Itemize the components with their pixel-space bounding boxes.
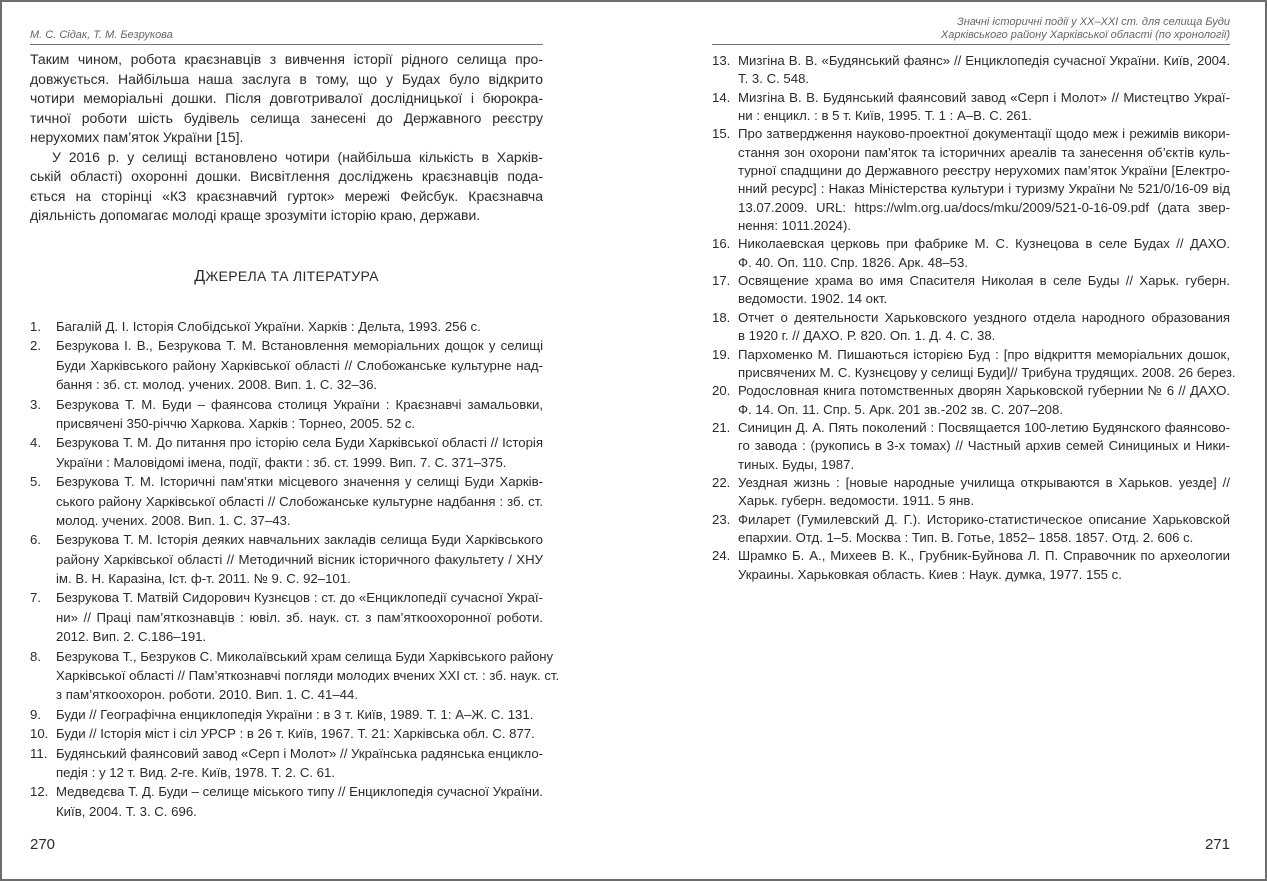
reference-line: Безрукова Т. М. До питання про історію села Буди Харківської області // Історія	[56, 435, 543, 451]
reference-line: Освящение храма во имя Спасителя Николая в селе Буды // Харьк. губерн.	[738, 273, 1230, 289]
reference-item	[30, 705, 543, 724]
reference-item	[30, 395, 543, 434]
reference-text	[738, 474, 1230, 511]
reference-number: 1.	[30, 319, 41, 334]
reference-number: 23.	[712, 511, 731, 527]
text-line: діяльність допомагає молоді краще зрозуміти історію краю, держави.	[30, 207, 481, 223]
page-number: 271	[1204, 836, 1230, 853]
reference-number: 20.	[712, 383, 731, 399]
reference-list	[712, 52, 1236, 584]
reference-item	[30, 336, 543, 394]
reference-number: 16.	[712, 236, 731, 252]
reference-item	[30, 472, 543, 530]
running-head-line-1: Значні історичні події у ХХ–ХХІ ст. для селища Буди	[956, 16, 1230, 28]
running-head-line-2: Харківського району Харківської області (по хронології)	[940, 29, 1230, 41]
reference-item	[30, 647, 560, 705]
reference-item	[30, 744, 543, 783]
reference-line: Київ, 2004. Т. 3. С. 696.	[56, 803, 197, 819]
reference-line: Про затвердження науково-проектної документації щодо меж і режимів викори-	[738, 126, 1230, 142]
paragraph	[30, 148, 543, 226]
reference-text	[56, 744, 543, 783]
reference-line: Пархоменко М. Пишаються історією Буд : [про відкриття меморіальних дошок,	[738, 346, 1230, 362]
reference-line: Безрукова Т. М. Історія деяких навчальних закладів селища Буди Харківського	[56, 532, 543, 548]
reference-text	[738, 309, 1230, 346]
reference-line: Медведєва Т. Д. Буди – селище міського типу // Енциклопедія сучасної України.	[56, 784, 543, 800]
reference-line: Шрамко Б. А., Михеев В. К., Грубник-Буйнова Л. П. Справочник по археологии	[738, 548, 1230, 564]
reference-text	[56, 782, 543, 821]
reference-line: стання зон охорони пам’яток та історичних ареалів та занесення об’єктів куль-	[738, 144, 1230, 160]
reference-item	[30, 782, 543, 821]
reference-line: Филарет (Гумилевский Д. Г.). Историко-статистическое описание Харьковской	[738, 511, 1230, 527]
reference-item	[712, 89, 1230, 126]
reference-line: Харьк. губерн. ведомости. 1911. 5 янв.	[738, 493, 975, 509]
reference-line: Буди Харківського району Харківської області // Слобожанське культурне над-	[56, 357, 543, 373]
reference-line: Безрукова Т. М. Історичні пам’ятки місцевого значення у селищі Буди Харків-	[56, 474, 543, 490]
text-line: У 2016 р. у селищі встановлено чотири (найбільша кількість в Харків-	[52, 148, 543, 165]
reference-line: нний ресурс] : Наказ Міністерства культури і туризму України № 521/0/16-09 від	[738, 181, 1230, 197]
reference-item	[712, 419, 1230, 474]
reference-number: 22.	[712, 474, 731, 490]
reference-item	[30, 724, 543, 743]
reference-line: України : Маловідомі імена, події, факти : зб. ст. 1999. Вип. 7. С. 371–375.	[56, 454, 507, 470]
section-heading	[30, 268, 543, 286]
header-rule	[30, 44, 543, 45]
reference-line: Родословная книга потомственных дворян Харьковской губернии № 6 // ДАХО.	[738, 383, 1230, 399]
text-line: нерухомих пам’яток України [15].	[30, 129, 244, 145]
reference-item	[30, 530, 543, 588]
reference-number: 9.	[30, 706, 41, 722]
reference-line: Мизгіна В. В. Будянський фаянсовий завод «Серп і Молот» // Мистецтво Украї-	[738, 89, 1230, 105]
reference-number: 5.	[30, 474, 41, 490]
reference-number: 17.	[712, 273, 731, 289]
reference-text	[56, 472, 543, 530]
reference-number: 21.	[712, 419, 731, 435]
reference-number: 2.	[30, 338, 41, 354]
reference-line: присвячені 350-річчю Харкова. Харків : Торнео, 2005. 52 с.	[56, 415, 416, 431]
reference-number: 11.	[30, 745, 48, 761]
reference-line: Украины. Харьковкая область. Киев : Наук. думка, 1977. 155 с.	[738, 566, 1122, 582]
text-line: довжується. Найбільша наша заслуга в тому, що у Будах було відкрито	[30, 70, 543, 87]
reference-line: ім. В. Н. Каразіна, Іст. ф-т. 2011. № 9. С. 92–101.	[56, 571, 351, 587]
reference-item	[712, 474, 1230, 511]
heading-initial: Д	[194, 268, 206, 285]
reference-text	[738, 235, 1230, 272]
reference-text	[56, 705, 543, 724]
reference-line: 13.07.2009. URL: https://wlm.org.ua/docs/mku/2009/521-0-16-09.pdf (дата звер-	[738, 199, 1230, 215]
reference-item	[712, 346, 1236, 383]
reference-text	[738, 272, 1230, 309]
reference-text	[56, 395, 543, 434]
reference-line: Буди // Географічна енциклопедія України : в 3 т. Київ, 1989. Т. 1: А–Ж. С. 131.	[56, 706, 534, 722]
reference-line: Мизгіна В. В. «Будянський фаянс» // Енциклопедія сучасної України. Київ, 2004.	[738, 53, 1230, 68]
reference-text	[56, 724, 543, 743]
reference-text	[56, 317, 543, 336]
reference-line: нення: 1011.2024).	[738, 218, 852, 234]
reference-line: турної спадщини до Державного реєстру нерухомих пам’яток України [Електро-	[738, 163, 1230, 179]
reference-item	[712, 547, 1230, 584]
reference-line: Отчет о деятельности Харьковского уездного отдела народного образования	[738, 309, 1230, 325]
reference-number: 6.	[30, 532, 41, 548]
reference-number: 10.	[30, 726, 49, 742]
reference-item	[30, 317, 543, 336]
running-head-title	[941, 16, 1230, 42]
paragraph	[30, 50, 543, 148]
reference-line: педія : у 12 т. Вид. 2-ге. Київ, 1978. Т. 2. С. 61.	[56, 764, 336, 780]
reference-number: 8.	[30, 648, 41, 664]
text-line: ється на сторінці «КЗ краєзнавчий гурток» мережі Фейсбук. Краєзнавча	[30, 187, 543, 204]
reference-line: Харківської області // Пам’яткознавчі погляди молодих вчених ХХІ ст. : зб. наук. ст.	[56, 668, 560, 684]
reference-number: 18.	[712, 309, 731, 325]
reference-line: Т. 3. С. 548.	[738, 71, 810, 87]
reference-item	[712, 235, 1230, 272]
reference-number: 3.	[30, 396, 41, 412]
reference-text	[56, 647, 560, 705]
reference-item	[712, 309, 1230, 346]
text-line: ській області) охоронні дошки. Висвітлення досліджень краєзнавців пода-	[30, 168, 543, 184]
reference-text	[738, 125, 1230, 235]
running-head-authors: М. С. Сідак, Т. М. Безрукова	[30, 29, 173, 41]
reference-line: Синицин Д. А. Пять поколений : Посвящается 100-летию Будянского фаянсово-	[738, 419, 1230, 435]
reference-text	[738, 511, 1230, 548]
reference-number: 13.	[712, 53, 731, 68]
reference-item	[712, 511, 1230, 548]
reference-text	[56, 336, 543, 394]
reference-text	[738, 89, 1230, 126]
reference-item	[712, 52, 1230, 89]
reference-line: Николаевская церковь при фабрике М. С. Кузнецова в селе Будах // ДАХО.	[738, 236, 1230, 252]
reference-line: з пам’яткоохорон. роботи. 2010. Вип. 1. С. 41–44.	[56, 687, 359, 703]
reference-list	[30, 317, 560, 821]
reference-line: бання : зб. ст. молод. учених. 2008. Вип. 1. С. 32–36.	[56, 377, 378, 393]
reference-number: 14.	[712, 89, 731, 105]
reference-item	[712, 125, 1230, 235]
reference-number: 15.	[712, 126, 731, 142]
reference-text	[738, 346, 1236, 383]
reference-line: 2012. Вип. 2. С.186–191.	[56, 629, 207, 645]
reference-line: Будянський фаянсовий завод «Серп і Молот» // Українська радянська енцикло-	[56, 745, 544, 761]
header-rule	[712, 44, 1230, 45]
reference-item	[30, 433, 543, 472]
reference-line: Багалій Д. І. Історія Слобідської України. Харків : Дельта, 1993. 256 с.	[56, 319, 481, 334]
reference-text	[56, 530, 543, 588]
reference-line: Безрукова І. В., Безрукова Т. М. Встановлення меморіальних дощок у селищі	[56, 338, 543, 354]
reference-line: Буди // Історія міст і сіл УРСР : в 26 т. Київ, 1967. Т. 21: Харківська обл. С. 877.	[56, 726, 535, 742]
reference-number: 12.	[30, 784, 49, 800]
heading-rest: ЖЕРЕЛА ТА ЛІТЕРАТУРА	[205, 268, 379, 284]
reference-line: ведомости. 1902. 14 окт.	[738, 291, 888, 307]
reference-line: ни» // Праці пам’яткознавців : ювіл. зб. наук. ст. з пам’яткоохоронної роботи.	[56, 609, 543, 625]
reference-number: 4.	[30, 435, 41, 451]
reference-text	[56, 433, 543, 472]
reference-item	[712, 382, 1230, 419]
reference-number: 24.	[712, 548, 731, 564]
reference-line: Безрукова Т. М. Буди – фаянсова столиця України : Краєзнавчі замальовки,	[56, 396, 543, 412]
reference-number: 7.	[30, 590, 41, 606]
reference-line: го завода : (рукопись в 3-х томах) // Частный архив семей Синициных и Ники-	[738, 438, 1230, 454]
reference-line: ни : енцикл. : в 5 т. Київ, 1995. Т. 1 : А–В. С. 261.	[738, 108, 1032, 124]
reference-line: ського району Харківської області // Слобожанське культурне надбання : зб. ст.	[56, 493, 543, 509]
reference-text	[738, 419, 1230, 474]
reference-line: в 1920 г. // ДАХО. Р. 820. Оп. 1. Д. 4. С. 38.	[738, 328, 996, 344]
reference-number: 19.	[712, 346, 731, 362]
page-number: 270	[30, 836, 56, 853]
reference-text	[738, 52, 1230, 89]
reference-text	[738, 382, 1230, 419]
reference-text	[56, 588, 543, 646]
reference-line: Безрукова Т. Матвій Сидорович Кузнєцов : ст. до «Енциклопедії сучасної Украї-	[56, 590, 543, 606]
reference-line: присвячених М. С. Кузнєцову у селищі Буди]// Трибуна трудящих. 2008. 26 берез.	[738, 364, 1236, 380]
reference-line: Ф. 14. Оп. 11. Спр. 5. Арк. 201 зв.-202 зв. С. 207–208.	[738, 401, 1063, 417]
text-line: чотири меморіальні дошки. Після довготривалої дослідницької і бюрокра-	[30, 90, 543, 106]
reference-line: Уездная жизнь : [новые народные училища открываются в Харьков. уезде] //	[738, 474, 1230, 490]
text-line: Таким чином, робота краєзнавців з вивчення історії рідного селища про-	[30, 51, 543, 67]
reference-line: тиных. Буды, 1987.	[738, 456, 855, 472]
reference-line: району Харківської області // Методичний вісник історичного факультету / ХНУ	[56, 551, 543, 567]
reference-line: Ф. 40. Оп. 110. Спр. 1826. Арк. 48–53.	[738, 254, 968, 270]
reference-line: молод. учених. 2008. Вип. 1. С. 37–43.	[56, 512, 291, 528]
text-line: тичної роботи шість будівель селища занесені до Державного реєстру	[30, 109, 543, 126]
reference-item	[712, 272, 1230, 309]
reference-text	[738, 547, 1230, 584]
reference-line: епархии. Отд. 1–5. Москва : Тип. В. Готье, 1852– 1858. 1857. Отд. 2. 606 с.	[738, 529, 1194, 545]
reference-item	[30, 588, 543, 646]
reference-line: Безрукова Т., Безруков С. Миколаївський храм селища Буди Харківського району	[56, 648, 554, 664]
